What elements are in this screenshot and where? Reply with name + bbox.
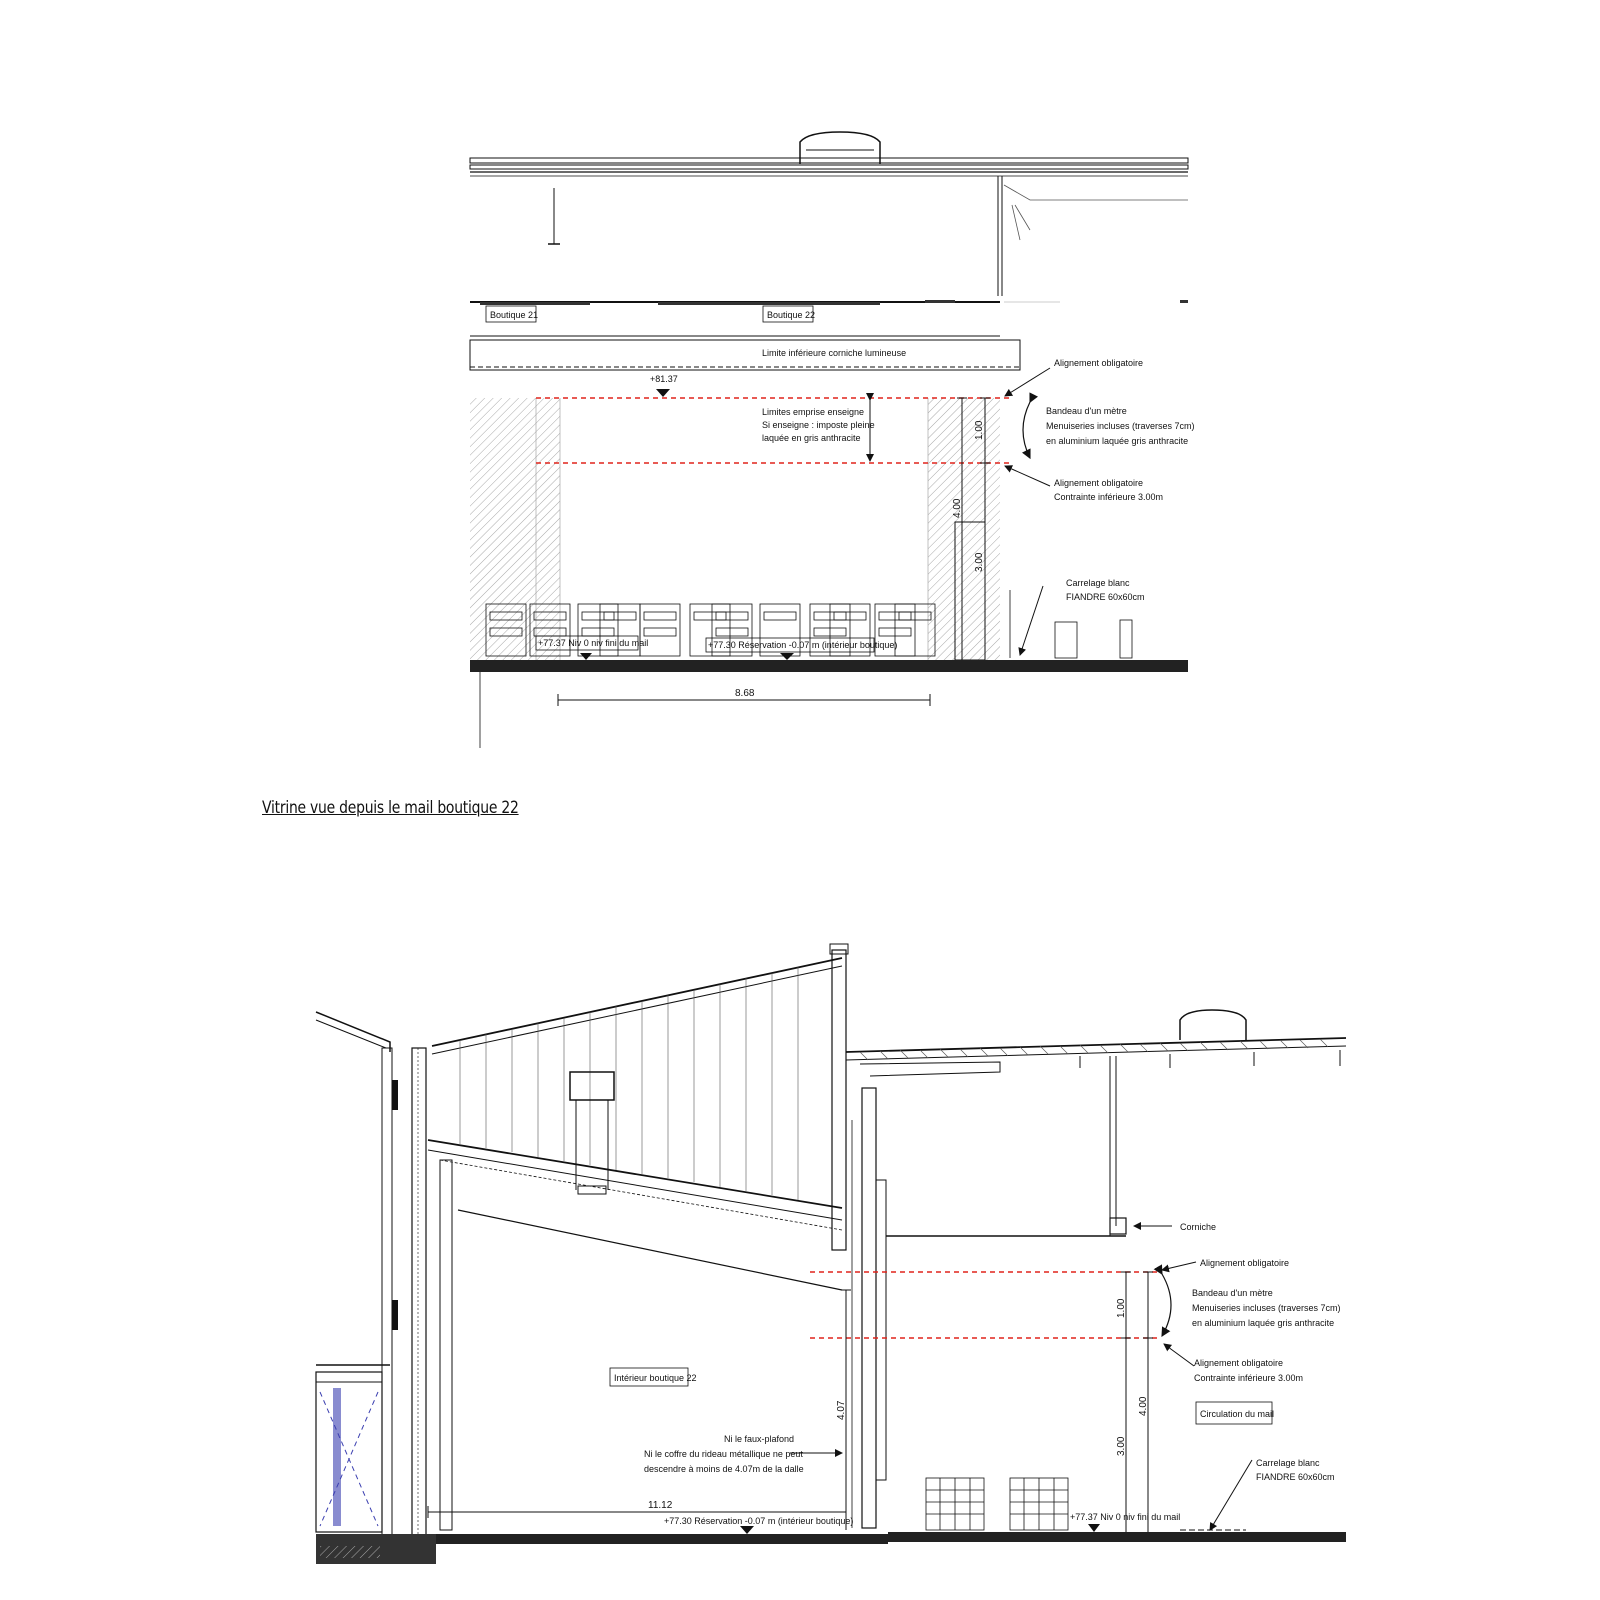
skylight-top xyxy=(800,132,880,164)
label-level-top: +81.37 xyxy=(650,374,678,384)
label-corniche-limit: Limite inférieure corniche lumineuse xyxy=(762,348,907,358)
label-bandeau-2: Menuiseries incluses (traverses 7cm) xyxy=(1046,421,1195,431)
label-enseigne-3: laquée en gris anthracite xyxy=(762,433,861,443)
label-align-bottom-b1: Alignement obligatoire xyxy=(1194,1358,1284,1368)
label-faux-plafond-3: descendre à moins de 4.07m de la dalle xyxy=(644,1464,804,1474)
label-boutique-22: Boutique 22 xyxy=(767,310,816,320)
label-bandeau-1: Bandeau d'un mètre xyxy=(1046,406,1127,416)
label-boutique-21: Boutique 21 xyxy=(490,310,539,320)
label-carrelage-b2: FIANDRE 60x60cm xyxy=(1256,1472,1335,1482)
dim-bottom-1-00: 1.00 xyxy=(1116,1298,1127,1318)
dim-bottom-4-07: 4.07 xyxy=(836,1400,847,1420)
label-align-bottom-2: Contrainte inférieure 3.00m xyxy=(1054,492,1164,502)
dim-top-3-00: 3.00 xyxy=(974,552,985,572)
dim-bottom-4-00: 4.00 xyxy=(1138,1396,1149,1416)
label-carrelage-b1: Carrelage blanc xyxy=(1256,1458,1320,1468)
label-circulation: Circulation du mail xyxy=(1200,1409,1275,1419)
label-level-reservation-bottom: +77.30 Réservation -0.07 m (intérieur boutique) xyxy=(664,1516,854,1526)
label-enseigne-1: Limites emprise enseigne xyxy=(762,407,865,417)
dim-top-1-00: 1.00 xyxy=(974,420,985,440)
label-align-bottom-1: Alignement obligatoire xyxy=(1054,478,1144,488)
top-labels xyxy=(490,310,1195,699)
label-corniche: Corniche xyxy=(1180,1222,1217,1232)
dim-top-4-00: 4.00 xyxy=(952,498,963,518)
drawing-caption: Vitrine vue depuis le mail boutique 22 xyxy=(262,798,519,818)
label-carrelage-1: Carrelage blanc xyxy=(1066,578,1130,588)
label-level-reservation: +77.30 Réservation -0.07 m (intérieur boutique) xyxy=(708,640,898,650)
label-carrelage-2: FIANDRE 60x60cm xyxy=(1066,592,1145,602)
label-faux-plafond-1: Ni le faux-plafond xyxy=(724,1434,795,1444)
label-align-top: Alignement obligatoire xyxy=(1054,358,1144,368)
dim-bottom-11-12: 11.12 xyxy=(648,1500,673,1511)
label-bandeau-b1: Bandeau d'un mètre xyxy=(1192,1288,1273,1298)
label-level-mall-bottom: +77.37 Niv 0 niv fini du mail xyxy=(1070,1512,1181,1522)
dim-bottom-3-00: 3.00 xyxy=(1116,1436,1127,1456)
bottom-labels xyxy=(614,1222,1341,1526)
label-faux-plafond-2: Ni le coffre du rideau métallique ne peut xyxy=(644,1449,803,1459)
label-bandeau-3: en aluminium laquée gris anthracite xyxy=(1046,436,1189,446)
label-enseigne-2: Si enseigne : imposte pleine xyxy=(762,420,875,430)
furniture-bottom xyxy=(926,1478,1068,1530)
label-level-mall: +77.37 Niv 0 niv fini du mail xyxy=(538,638,649,648)
label-interieur: Intérieur boutique 22 xyxy=(614,1373,697,1383)
label-bandeau-b2: Menuiseries incluses (traverses 7cm) xyxy=(1192,1303,1341,1313)
label-bandeau-b3: en aluminium laquée gris anthracite xyxy=(1192,1318,1335,1328)
bottom-section xyxy=(316,944,1346,1564)
label-align-top-bottom: Alignement obligatoire xyxy=(1200,1258,1290,1268)
label-align-bottom-b2: Contrainte inférieure 3.00m xyxy=(1194,1373,1304,1383)
dim-top-width: 8.68 xyxy=(735,688,755,699)
